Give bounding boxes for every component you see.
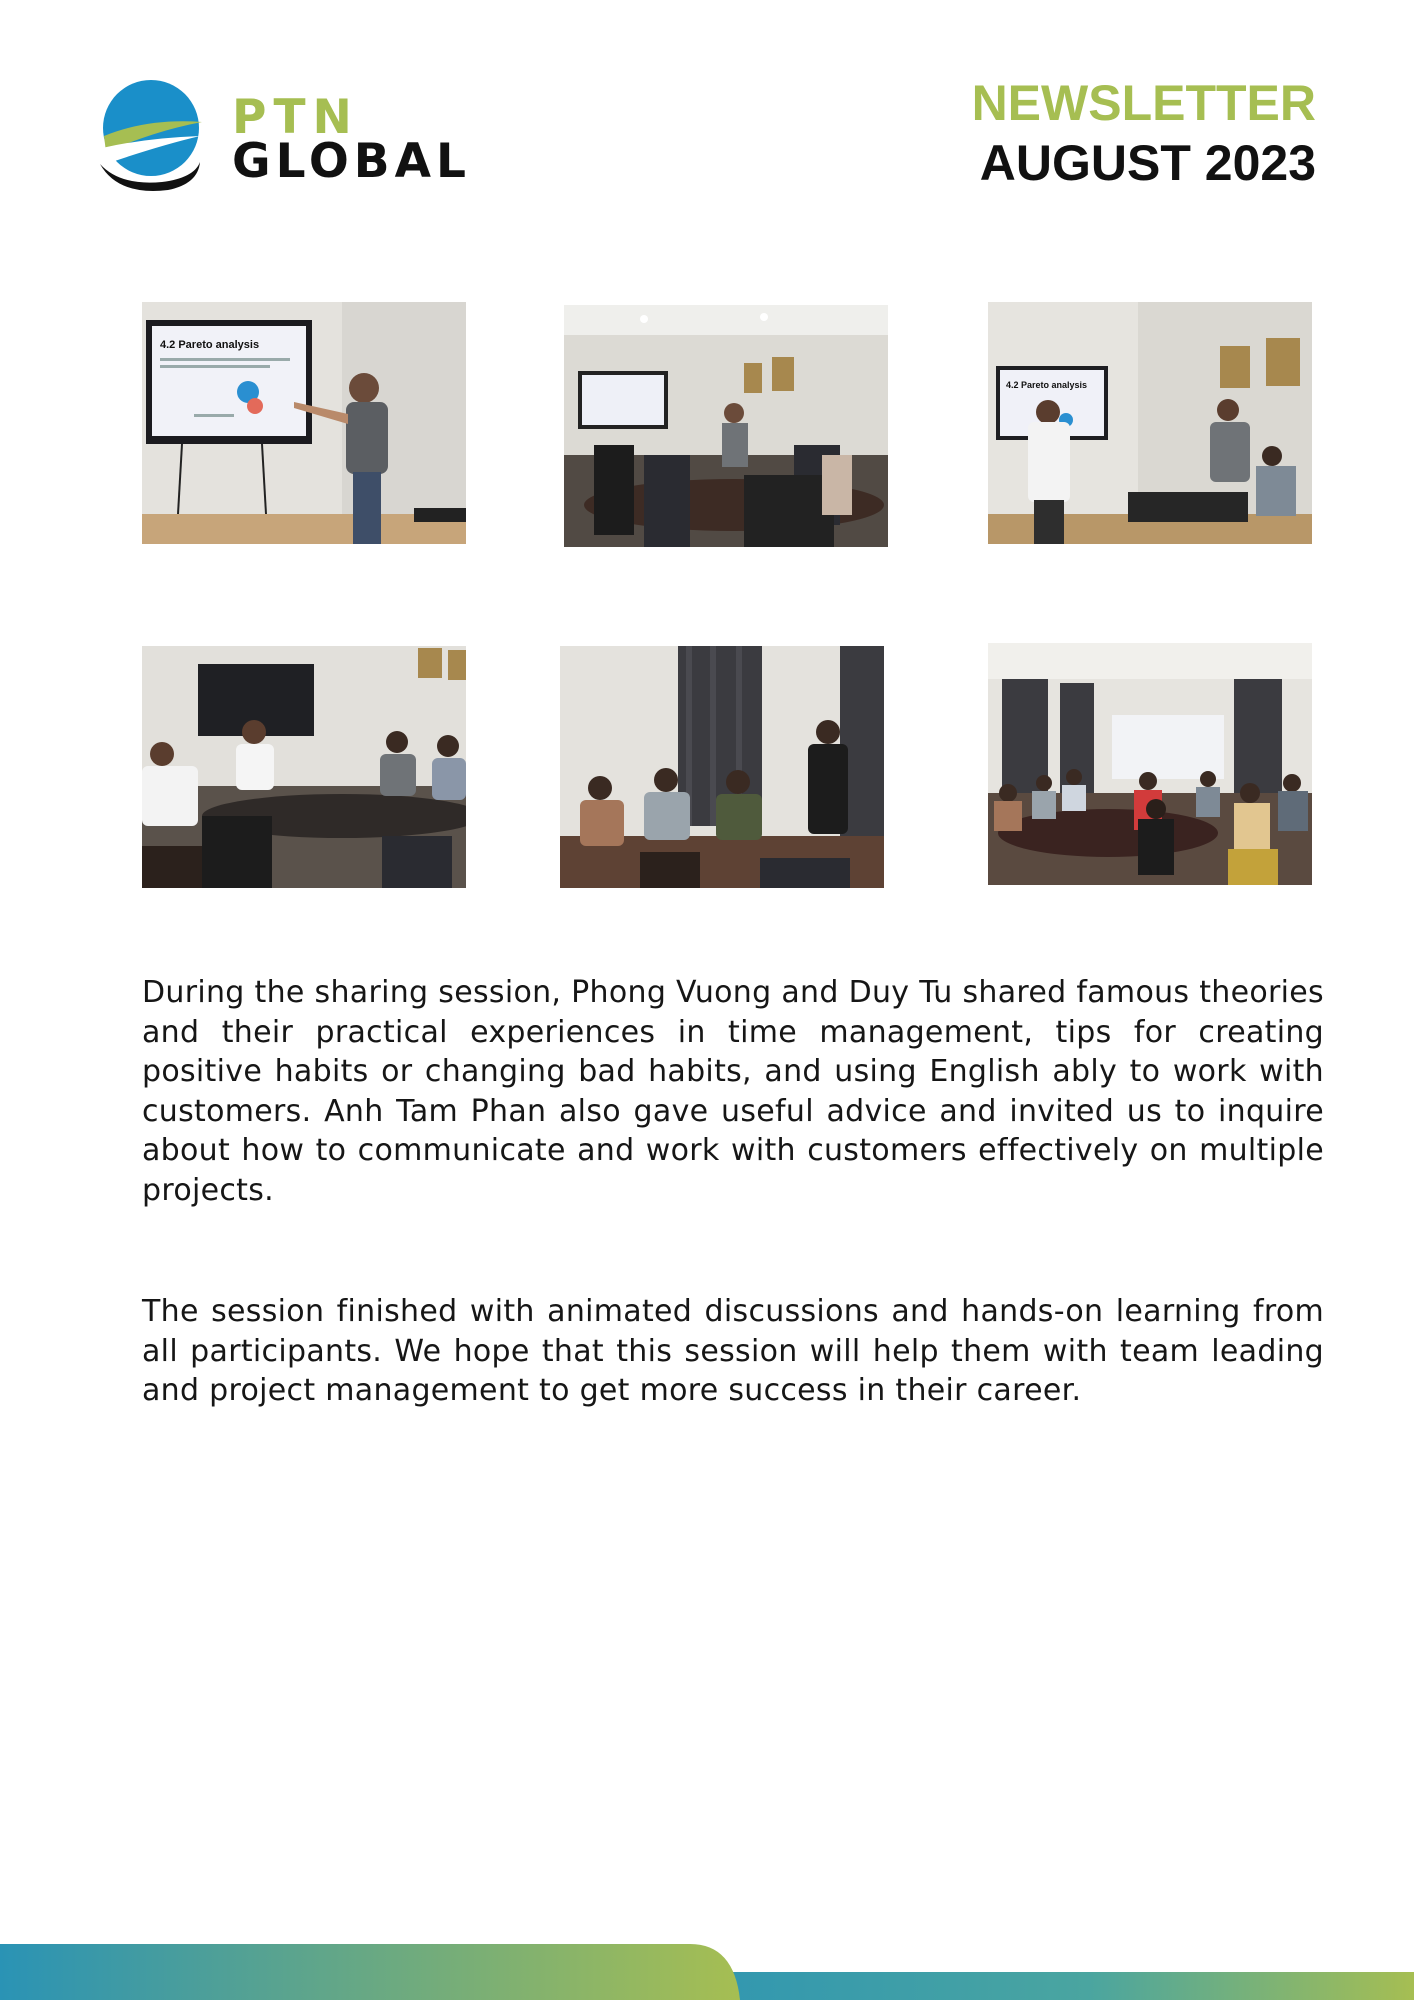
footer-gradient-band (0, 1944, 1414, 2000)
photo-participants-curtains (560, 646, 884, 888)
company-logo (98, 78, 471, 196)
issue-date: AUGUST 2023 (979, 135, 1316, 191)
photo-group-whiteboard (988, 643, 1312, 885)
newsletter-label: NEWSLETTER (971, 75, 1316, 131)
photo-speakers-table (142, 646, 466, 888)
slide-title: 4.2 Pareto analysis (160, 339, 260, 351)
article-paragraph-1: During the sharing session, Phong Vuong and Duy Tu shared famous theories and their practical experiences in time management, tips for creating positive habits or changing bad habits, and using English ably to work with customers. Anh Tam Phan also gave useful advice and invited us to inquire about how to communicate and work with customers effectively on multiple projects. (142, 975, 1324, 1208)
photo-presenter-pareto (142, 302, 466, 544)
photo-presenter-discussion (988, 302, 1312, 544)
photo-meeting-room (564, 305, 888, 547)
article-paragraph-2: The session finished with animated discussions and hands-on learning from all participants. We hope that this session will help them with team leading and project management to get more success in their career. (142, 1294, 1324, 1408)
logo-text-global: GLOBAL (232, 134, 471, 189)
slide-title: 4.2 Pareto analysis (1006, 380, 1088, 390)
logo-text-ptn: PTN (232, 90, 359, 145)
globe-swoosh-icon (98, 78, 208, 196)
